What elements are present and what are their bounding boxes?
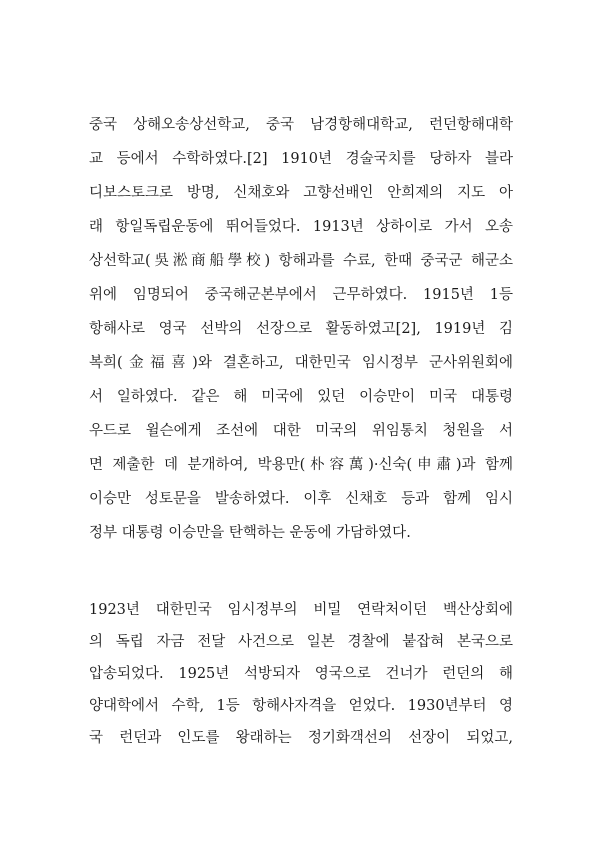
text-line: 우드로 윌슨에게 조선에 대한 미국의 위임통치 청원을 서 <box>89 423 513 439</box>
text-line: 압송되었다. 1925년 석방되자 영국으로 건너가 런던의 해 <box>89 666 513 682</box>
text-line: 1923년 대한민국 임시정부의 비밀 연락처이던 백산상회에 <box>89 602 513 618</box>
text-line: 교 등에서 수학하였다.[2] 1910년 경술국치를 당하자 블라 <box>89 151 513 167</box>
paragraph <box>89 594 513 754</box>
text-line: 중국 상해오송상선학교, 중국 남경항해대학교, 런던항해대학 <box>89 117 513 133</box>
text-line: 의 독립 자금 전달 사건으로 일본 경찰에 붙잡혀 본국으로 <box>89 634 513 650</box>
text-line: 국 런던과 인도를 왕래하는 정기화객선의 선장이 되었고, <box>89 730 513 746</box>
paragraph <box>89 108 513 550</box>
text-line: 항해사로 영국 선박의 선장으로 활동하였고[2], 1919년 김 <box>89 321 513 337</box>
text-line: 이승만 성토문을 발송하였다. 이후 신채호 등과 함께 임시 <box>89 491 513 507</box>
text-line: 위에 임명되어 중국해군본부에서 근무하였다. 1915년 1등 <box>89 287 513 303</box>
text-line: 양대학에서 수학, 1등 항해사자격을 얻었다. 1930년부터 영 <box>89 698 513 714</box>
text-line: 정부 대통령 이승만을 탄핵하는 운동에 가담하였다. <box>89 525 411 541</box>
text-line: 상선학교(吳淞商船學校) 항해과를 수료, 한때 중국군 해군소 <box>89 253 513 269</box>
text-line: 디보스토크로 방명, 신채호와 고향선배인 안희제의 지도 아 <box>89 185 513 201</box>
text-line: 서 일하였다. 같은 해 미국에 있던 이승만이 미국 대통령 <box>89 389 513 405</box>
text-line: 면 제출한 데 분개하여, 박용만(朴容萬)·신숙(申肅)과 함께 <box>89 457 513 473</box>
text-line: 래 항일독립운동에 뛰어들었다. 1913년 상하이로 가서 오송 <box>89 219 513 235</box>
text-line: 복희(金福喜)와 결혼하고, 대한민국 임시정부 군사위원회에 <box>89 355 513 371</box>
